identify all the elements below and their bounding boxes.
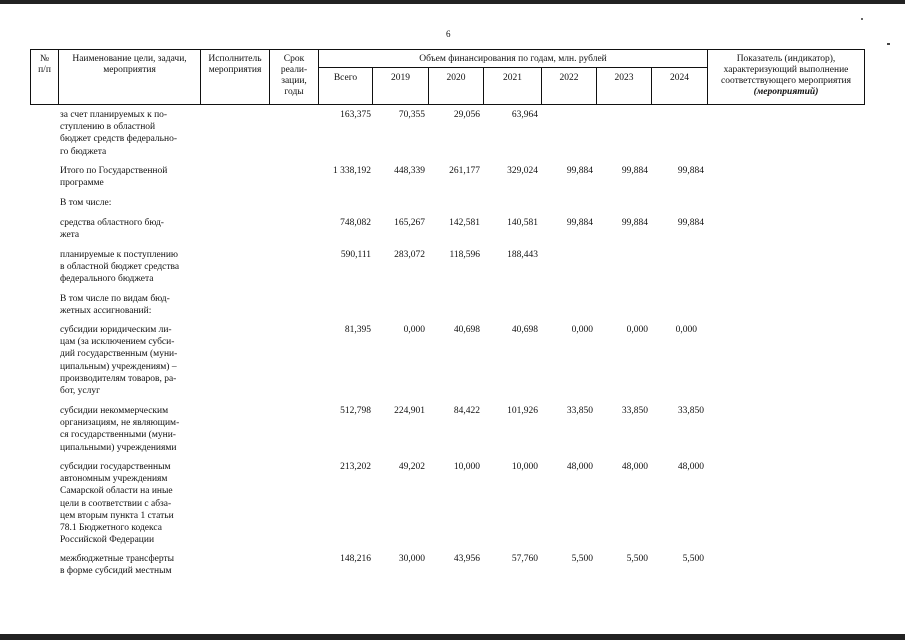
row-description: В том числе: — [60, 198, 112, 208]
row-description: субсидии некоммерческим организациям, не являющим- ся государственными (муни- ципальными) учреждениями — [60, 406, 180, 453]
cell-2021: 40,698 — [511, 325, 538, 335]
cell-total: 1 338,192 — [333, 166, 371, 176]
top-scan-border — [0, 0, 905, 4]
row-description: за счет планируемых к по- ступлению в областной бюджет средств федерально- го бюджета — [60, 110, 178, 157]
cell-2020: 261,177 — [449, 166, 480, 176]
header-col-total: Всего — [333, 73, 358, 83]
cell-total: 213,202 — [340, 462, 371, 472]
cell-2020: 142,581 — [449, 218, 480, 228]
header-top-line — [30, 49, 865, 50]
cell-2023: 33,850 — [621, 406, 648, 416]
cell-2021: 140,581 — [507, 218, 538, 228]
cell-2022: 99,884 — [566, 218, 593, 228]
row-description: субсидии юридическим ли- цам (за исключением субси- дий государственным (муни- ципальным) учреждениям) – производителям товаров, ра- бот, услуг — [60, 325, 178, 397]
cell-2019: 224,901 — [394, 406, 425, 416]
indicator-line: Показатель (индикатор), — [736, 54, 836, 64]
cell-2023: 0,000 — [626, 325, 648, 335]
page-number: 6 — [446, 29, 451, 39]
cell-total: 148,216 — [340, 554, 371, 564]
cell-2023: 48,000 — [621, 462, 648, 472]
row-description: средства областного бюд- жета — [60, 218, 164, 241]
cell-2024: 48,000 — [677, 462, 704, 472]
indicator-line: характеризующий выполнение — [723, 65, 849, 75]
cell-total: 590,111 — [340, 250, 371, 260]
row-description: межбюджетные трансферты в форме субсидий местным — [60, 554, 174, 577]
scan-speck — [861, 18, 863, 20]
cell-2022: 48,000 — [566, 462, 593, 472]
cell-2024: 99,884 — [677, 218, 704, 228]
cell-2022: 33,850 — [566, 406, 593, 416]
header-col-executor: Исполнитель мероприятия — [208, 54, 262, 75]
cell-2022: 0,000 — [571, 325, 593, 335]
cell-2019: 49,202 — [398, 462, 425, 472]
header-bottom-line — [30, 104, 865, 105]
cell-2019: 165,267 — [394, 218, 425, 228]
cell-2019: 30,000 — [398, 554, 425, 564]
cell-2022: 99,884 — [566, 166, 593, 176]
row-description: субсидии государственным автономным учреждениям Самарской области на иные цели в соответствии с абза- цем вторым пункта 1 статьи 78.1 Бюджетного кодекса Российской Федерации — [60, 462, 174, 546]
cell-2021: 329,024 — [507, 166, 538, 176]
cell-2021: 188,443 — [507, 250, 538, 260]
header-year-2023: 2023 — [614, 73, 634, 83]
cell-total: 81,395 — [344, 325, 371, 335]
row-description: Итого по Государственной программе — [60, 166, 168, 189]
cell-2020: 29,056 — [453, 110, 480, 120]
cell-2023: 5,500 — [626, 554, 648, 564]
cell-2020: 10,000 — [453, 462, 480, 472]
cell-2019: 0,000 — [403, 325, 425, 335]
header-col-name: Наименование цели, задачи, мероприятия — [72, 54, 187, 75]
header-col-funding: Объем финансирования по годам, млн. рублей — [419, 54, 607, 64]
row-description: планируемые к поступлению в областной бюджет средства федерального бюджета — [60, 250, 180, 285]
cell-2023: 99,884 — [621, 218, 648, 228]
cell-total: 512,798 — [340, 406, 371, 416]
row-description: В том числе по видам бюд- жетных ассигнований: — [60, 294, 170, 317]
cell-2021: 10,000 — [511, 462, 538, 472]
cell-2024: 0,000 — [675, 325, 697, 335]
header-year-2021: 2021 — [503, 73, 522, 83]
indicator-line: соответствующего мероприятия — [721, 76, 851, 86]
cell-2020: 84,422 — [453, 406, 480, 416]
cell-2021: 63,964 — [511, 110, 538, 120]
cell-2024: 33,850 — [677, 406, 704, 416]
cell-2024: 5,500 — [682, 554, 704, 564]
header-col-term: Срок реали- зации, годы — [280, 54, 308, 97]
header-col-indicator — [708, 54, 864, 98]
cell-2022: 5,500 — [571, 554, 593, 564]
header-year-2020: 2020 — [446, 73, 466, 83]
header-year-2019: 2019 — [391, 73, 410, 83]
cell-2019: 448,339 — [394, 166, 425, 176]
indicator-line: (мероприятий) — [753, 87, 819, 97]
cell-total: 748,082 — [340, 218, 371, 228]
cell-2020: 118,596 — [449, 250, 480, 260]
cell-2019: 70,355 — [398, 110, 425, 120]
cell-2021: 101,926 — [507, 406, 538, 416]
cell-2023: 99,884 — [621, 166, 648, 176]
cell-2021: 57,760 — [511, 554, 538, 564]
bottom-scan-border — [0, 634, 905, 640]
cell-2020: 43,956 — [453, 554, 480, 564]
header-col-number: № п/п — [38, 54, 51, 75]
cell-2020: 40,698 — [453, 325, 480, 335]
cell-2019: 283,072 — [394, 250, 425, 260]
cell-2024: 99,884 — [677, 166, 704, 176]
table-header — [30, 49, 865, 105]
header-year-2022: 2022 — [559, 73, 579, 83]
header-year-2024: 2024 — [670, 73, 689, 83]
cell-total: 163,375 — [340, 110, 371, 120]
scan-speck — [887, 43, 890, 45]
header-mid-line — [318, 67, 707, 68]
